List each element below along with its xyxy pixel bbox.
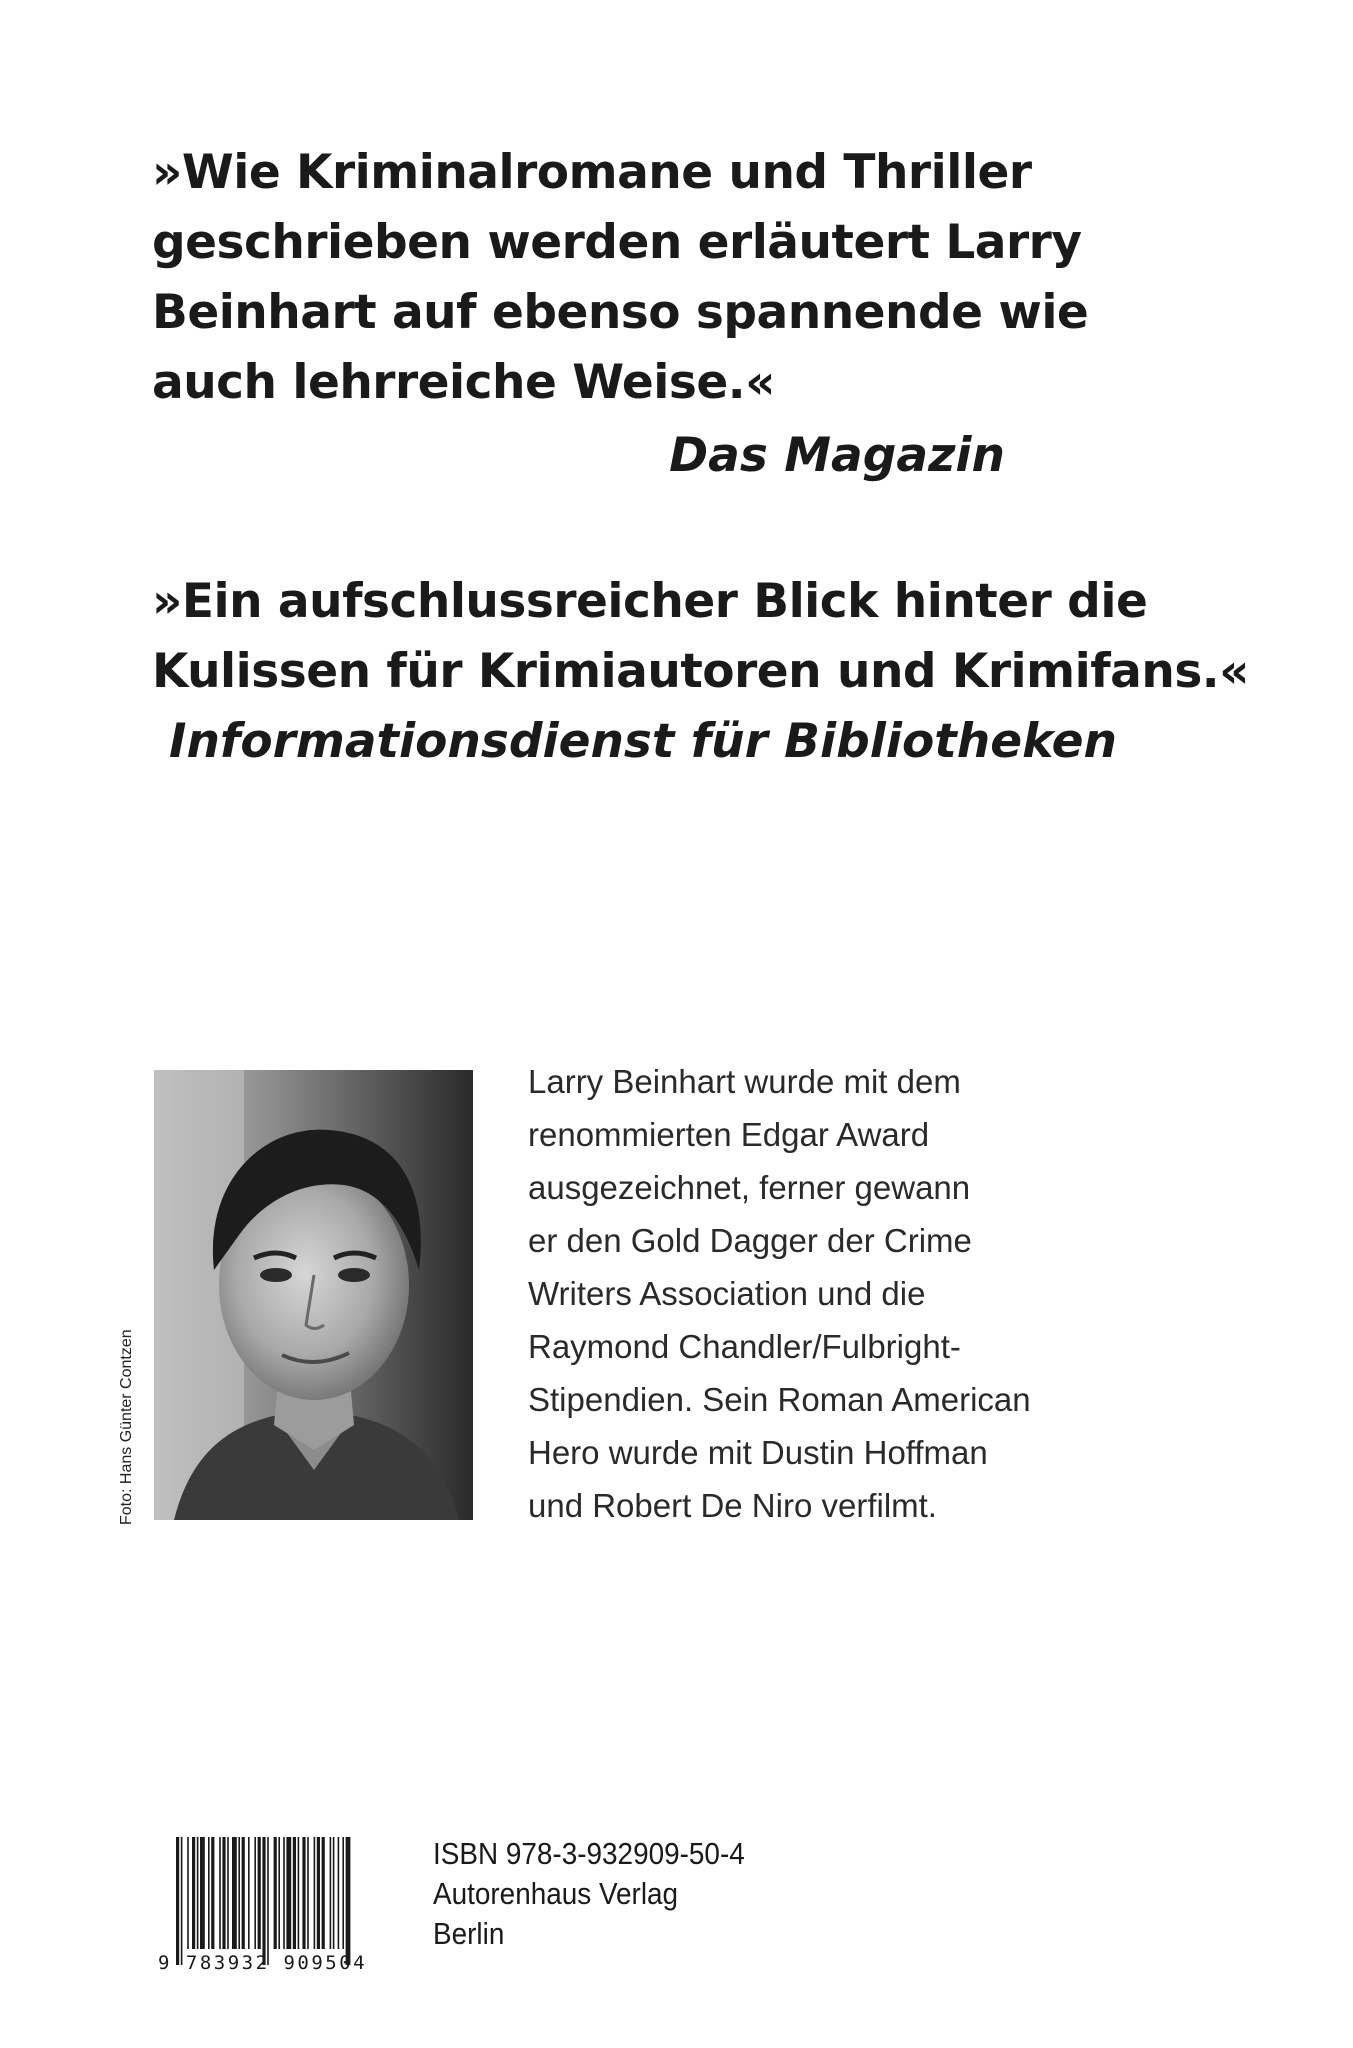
barcode xyxy=(158,1837,398,1977)
quote-line: »Wie Kriminalromane und Thriller xyxy=(152,145,1032,200)
bio-line: ausgezeichnet, ferner gewann xyxy=(528,1169,971,1206)
barcode-bar xyxy=(298,1837,300,1949)
barcode-bar xyxy=(181,1837,183,1965)
quote-line: Beinhart auf ebenso spannende wie xyxy=(152,285,1089,340)
barcode-bar xyxy=(274,1837,277,1949)
barcode-bar xyxy=(227,1837,229,1949)
barcode-bar xyxy=(192,1837,195,1949)
barcode-bar xyxy=(267,1837,269,1965)
barcode-bar xyxy=(283,1837,285,1949)
quote-source: Das Magazin xyxy=(669,428,1005,483)
barcode-bar xyxy=(338,1837,340,1949)
quote-informationsdienst xyxy=(152,567,1250,707)
barcode-bar xyxy=(307,1837,309,1949)
bio-line: und Robert De Niro verfilmt. xyxy=(528,1487,937,1524)
quote-line: »Ein aufschlussreicher Blick hinter die xyxy=(152,574,1148,629)
publisher-name: Autorenhaus Verlag xyxy=(433,1876,679,1911)
barcode-bar xyxy=(333,1837,335,1949)
bio-line: Writers Association und die xyxy=(528,1275,926,1312)
author-photo xyxy=(154,1070,473,1520)
author-bio xyxy=(528,1055,1088,1532)
barcode-bar xyxy=(187,1837,189,1949)
barcode-bar xyxy=(346,1837,351,1965)
publisher-info xyxy=(433,1834,779,1954)
barcode-bar xyxy=(222,1837,225,1949)
barcode-bar xyxy=(286,1837,291,1949)
quote-line: Kulissen für Krimiautoren und Krimifans.« xyxy=(152,644,1250,699)
barcode-bar xyxy=(248,1837,250,1949)
bio-line: Larry Beinhart wurde mit dem xyxy=(528,1063,961,1100)
barcode-bar xyxy=(258,1837,261,1949)
quote-das-magazin xyxy=(152,138,1152,418)
bio-line: Hero wurde mit Dustin Hoffman xyxy=(528,1434,988,1471)
barcode-bar xyxy=(197,1837,199,1949)
publisher-city: Berlin xyxy=(433,1916,505,1951)
barcode-bar xyxy=(211,1837,214,1949)
barcode-bar xyxy=(322,1837,325,1949)
barcode-bar xyxy=(317,1837,320,1949)
barcode-bar xyxy=(176,1837,179,1965)
barcode-bar xyxy=(302,1837,305,1949)
barcode-bar xyxy=(278,1837,280,1949)
bio-line: renommierten Edgar Award xyxy=(528,1116,930,1153)
bio-line: Stipendien. Sein Roman American xyxy=(528,1381,1031,1418)
barcode-bar xyxy=(314,1837,316,1949)
barcode-bar xyxy=(200,1837,205,1949)
quote-source: Informationsdienst für Bibliotheken xyxy=(168,714,1117,769)
quote-line: auch lehrreiche Weise.« xyxy=(152,355,775,410)
barcode-bar xyxy=(219,1837,221,1949)
bio-line: er den Gold Dagger der Crime xyxy=(528,1222,972,1259)
barcode-digits: 9 783932 909504 xyxy=(158,1952,368,1974)
quote-line: geschrieben werden erläutert Larry xyxy=(152,215,1082,270)
barcode-bar xyxy=(293,1837,296,1949)
photo-credit: Foto: Hans Günter Contzen xyxy=(118,1329,135,1525)
barcode-bar xyxy=(238,1837,240,1949)
barcode-bar xyxy=(232,1837,237,1949)
barcode-bar xyxy=(254,1837,256,1949)
bio-line: Raymond Chandler/Fulbright- xyxy=(528,1328,961,1365)
barcode-bar xyxy=(330,1837,332,1949)
barcode-bar xyxy=(208,1837,210,1949)
barcode-bar xyxy=(262,1837,265,1965)
barcode-bar xyxy=(342,1837,344,1949)
barcode-bar xyxy=(242,1837,245,1949)
isbn-text: ISBN 978-3-932909-50-4 xyxy=(433,1836,745,1871)
